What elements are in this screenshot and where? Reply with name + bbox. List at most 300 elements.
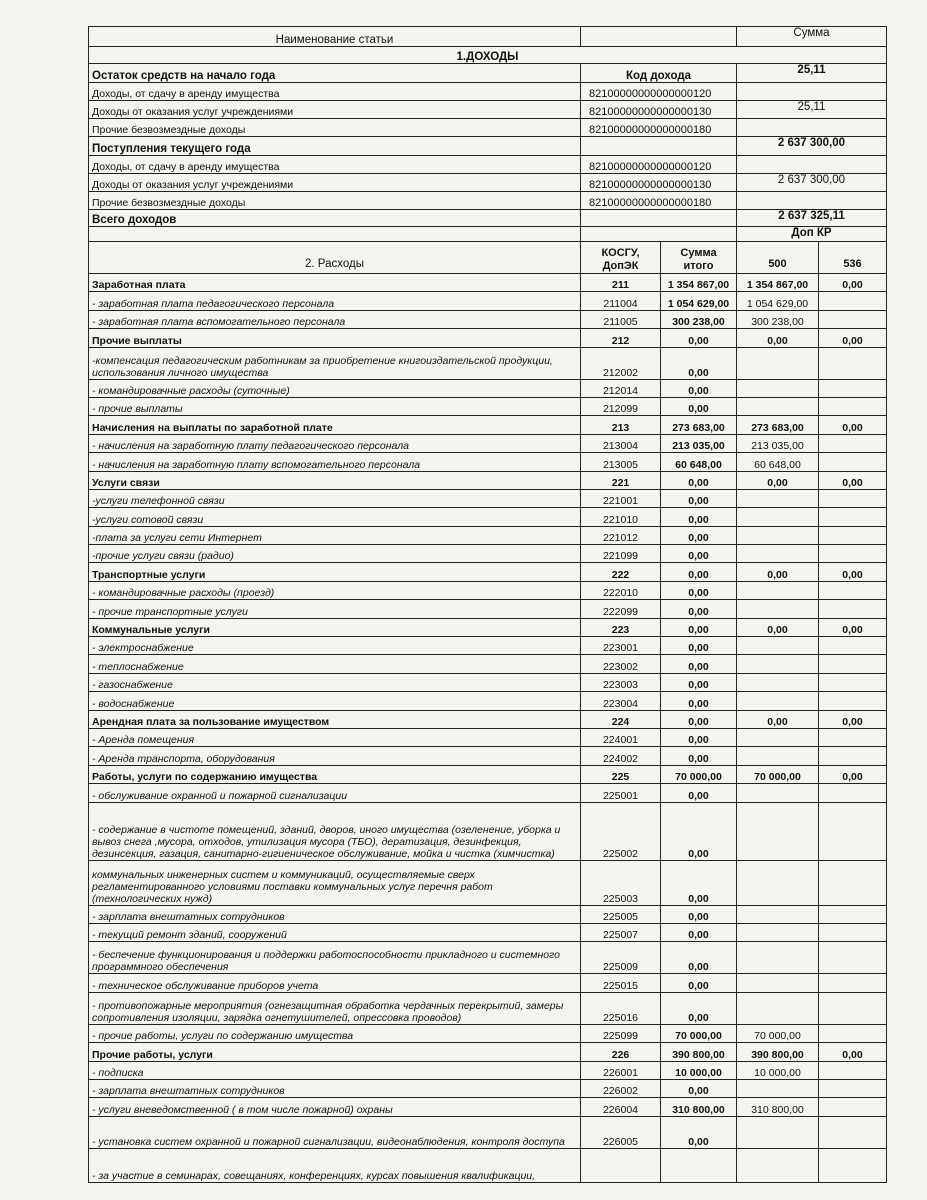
expense-sum: 0,00	[661, 747, 737, 765]
opening-income-name: Доходы, от сдачу в аренду имущества	[89, 83, 581, 101]
opening-income-name: Доходы от оказания услуг учреждениями	[89, 101, 581, 119]
expense-col-536	[819, 692, 887, 710]
expense-item-row	[89, 434, 887, 452]
expense-item-row	[89, 310, 887, 328]
expense-col-536	[819, 1024, 887, 1042]
expense-code: 225001	[581, 784, 661, 802]
expense-name: - командировачные расходы (суточные)	[89, 379, 581, 397]
expense-name: Арендная плата за пользование имуществом	[89, 710, 581, 728]
expenses-table	[88, 241, 887, 1183]
expense-code: 221010	[581, 508, 661, 526]
current-income-name: Прочие безвозмездные доходы	[89, 192, 581, 210]
expense-code: 221099	[581, 545, 661, 563]
opening-income-code: 82100000000000000120	[581, 83, 737, 101]
expense-col-500	[737, 489, 819, 507]
dop-kr-header: Доп КР	[737, 227, 887, 242]
expense-col-536	[819, 1098, 887, 1116]
sum-total-header: Сумма итого	[661, 242, 737, 274]
expense-col-536: 0,00	[819, 329, 887, 347]
expense-group-row	[89, 471, 887, 489]
expense-col-500	[737, 397, 819, 415]
expense-code: 221	[581, 471, 661, 489]
expense-col-536: 0,00	[819, 274, 887, 292]
expense-name: - содержание в чистоте помещений, зданий, дворов, иного имущества (озеленение, уборка и вывоз снега ,мусора, отходов, утилизация мусора (ТБО), дератизация, дезинфекция, дезинсекция, газация, санитарно-гигиеническое обслуживание, мойка и чистка (химчистка)	[89, 802, 581, 860]
expense-col-500	[737, 508, 819, 526]
current-income-sum	[737, 156, 887, 174]
expense-col-500: 70 000,00	[737, 1024, 819, 1042]
expense-item-row	[89, 379, 887, 397]
expense-group-row	[89, 765, 887, 783]
expense-group-row	[89, 563, 887, 581]
expense-name: - прочие работы, услуги по содержанию имущества	[89, 1024, 581, 1042]
expense-name: - техническое обслуживание приборов учета	[89, 974, 581, 992]
expense-col-500: 0,00	[737, 563, 819, 581]
expense-sum: 0,00	[661, 692, 737, 710]
expense-col-536	[819, 397, 887, 415]
expense-name: - электроснабжение	[89, 637, 581, 655]
expense-name: - противопожарные мероприятия (огнезащитная обработка чердачных перекрытий, замеры сопротивления изоляции, зарядка огнетушителей, опрессовка проводов)	[89, 992, 581, 1024]
expense-col-536	[819, 802, 887, 860]
opening-income-row	[89, 101, 887, 119]
expense-item-row	[89, 292, 887, 310]
expense-col-500	[737, 692, 819, 710]
expense-sum: 0,00	[661, 992, 737, 1024]
expense-sum: 0,00	[661, 397, 737, 415]
expense-sum: 0,00	[661, 471, 737, 489]
header-row	[89, 27, 887, 47]
current-year-label: Поступления текущего года	[89, 137, 581, 156]
expense-sum: 213 035,00	[661, 434, 737, 452]
expense-col-536: 0,00	[819, 416, 887, 434]
expense-item-row	[89, 692, 887, 710]
expense-item-row	[89, 974, 887, 992]
expense-col-536	[819, 728, 887, 746]
expense-col-536	[819, 655, 887, 673]
expense-code: 225016	[581, 992, 661, 1024]
expense-col-500: 390 800,00	[737, 1043, 819, 1061]
expense-col-536	[819, 545, 887, 563]
expense-code: 213	[581, 416, 661, 434]
expense-col-500	[737, 655, 819, 673]
expense-item-row	[89, 489, 887, 507]
expense-code: 225003	[581, 860, 661, 905]
expense-col-536	[819, 292, 887, 310]
expense-col-536	[819, 942, 887, 974]
expense-name: Прочие выплаты	[89, 329, 581, 347]
expense-code: 223004	[581, 692, 661, 710]
expense-col-500	[737, 637, 819, 655]
expense-col-500: 0,00	[737, 618, 819, 636]
expense-sum: 0,00	[661, 526, 737, 544]
expense-sum: 0,00	[661, 784, 737, 802]
expense-code: 226004	[581, 1098, 661, 1116]
expense-item-row	[89, 1116, 887, 1148]
expense-sum: 0,00	[661, 545, 737, 563]
opening-balance-total: 25,11	[737, 64, 887, 83]
total-income-value: 2 637 325,11	[737, 210, 887, 227]
expense-col-500: 273 683,00	[737, 416, 819, 434]
expense-sum: 0,00	[661, 1079, 737, 1097]
expense-sum: 10 000,00	[661, 1061, 737, 1079]
expense-col-536	[819, 992, 887, 1024]
expense-code: 223001	[581, 637, 661, 655]
expense-name: - текущий ремонт зданий, сооружений	[89, 923, 581, 941]
expense-sum: 1 354 867,00	[661, 274, 737, 292]
opening-balance-row	[89, 64, 887, 83]
expense-sum: 60 648,00	[661, 453, 737, 471]
expense-sum: 1 054 629,00	[661, 292, 737, 310]
expense-code: 223	[581, 618, 661, 636]
opening-income-code: 82100000000000000130	[581, 101, 737, 119]
expense-sum: 310 800,00	[661, 1098, 737, 1116]
opening-income-name: Прочие безвозмездные доходы	[89, 119, 581, 137]
expense-col-500	[737, 923, 819, 941]
expense-sum: 0,00	[661, 1116, 737, 1148]
expense-code: 224001	[581, 728, 661, 746]
expense-sum: 0,00	[661, 637, 737, 655]
expense-col-536: 0,00	[819, 563, 887, 581]
opening-rows	[89, 83, 887, 137]
current-income-name: Доходы, от сдачу в аренду имущества	[89, 156, 581, 174]
expense-code: 225099	[581, 1024, 661, 1042]
expense-item-row	[89, 942, 887, 974]
expense-col-536	[819, 453, 887, 471]
expense-col-536	[819, 905, 887, 923]
expense-item-row	[89, 1024, 887, 1042]
expense-col-536	[819, 860, 887, 905]
expense-name: - газоснабжение	[89, 673, 581, 691]
expense-sum: 0,00	[661, 618, 737, 636]
expense-name: - командировачные расходы (проезд)	[89, 581, 581, 599]
expense-code: 211005	[581, 310, 661, 328]
expense-name: -услуги телефонной связи	[89, 489, 581, 507]
dop-kr-row	[89, 227, 887, 242]
expense-col-500	[737, 992, 819, 1024]
current-income-row	[89, 174, 887, 192]
opening-balance-label: Остаток средств на начало года	[89, 64, 581, 83]
expense-item-row	[89, 905, 887, 923]
expense-col-500	[737, 860, 819, 905]
expense-col-536	[819, 1079, 887, 1097]
expense-item-row	[89, 600, 887, 618]
expense-name: -компенсация педагогическим работникам за приобретение книгоиздательской продукции, использования личного имущества	[89, 347, 581, 379]
expense-name: - обслуживание охранной и пожарной сигнализации	[89, 784, 581, 802]
expense-code: 212	[581, 329, 661, 347]
opening-income-sum	[737, 83, 887, 101]
expense-code: 213004	[581, 434, 661, 452]
expense-col-536: 0,00	[819, 1043, 887, 1061]
expense-sum: 0,00	[661, 347, 737, 379]
expense-code: 211004	[581, 292, 661, 310]
expense-code: 221001	[581, 489, 661, 507]
expense-sum: 0,00	[661, 860, 737, 905]
expense-group-row	[89, 274, 887, 292]
expense-name: - подписка	[89, 1061, 581, 1079]
expense-sum: 0,00	[661, 923, 737, 941]
expense-item-row	[89, 1061, 887, 1079]
expense-col-536	[819, 600, 887, 618]
expense-item-row	[89, 992, 887, 1024]
expense-col-500: 10 000,00	[737, 1061, 819, 1079]
col-500-header: 500	[737, 242, 819, 274]
expense-sum: 300 238,00	[661, 310, 737, 328]
expense-name: - прочие транспортные услуги	[89, 600, 581, 618]
kosgu-header: КОСГУ, ДопЭК	[581, 242, 661, 274]
expense-col-500	[737, 379, 819, 397]
expense-group-row	[89, 416, 887, 434]
expense-item-row	[89, 860, 887, 905]
expense-item-row	[89, 673, 887, 691]
expense-col-500: 310 800,00	[737, 1098, 819, 1116]
expense-name: -прочие услуги связи (радио)	[89, 545, 581, 563]
expense-code: 225002	[581, 802, 661, 860]
expense-item-row	[89, 347, 887, 379]
expense-code: 224	[581, 710, 661, 728]
expense-item-row	[89, 655, 887, 673]
expense-name: Начисления на выплаты по заработной плате	[89, 416, 581, 434]
expenses-section-title: 2. Расходы	[89, 242, 581, 274]
expense-sum: 0,00	[661, 581, 737, 599]
opening-income-code: 82100000000000000180	[581, 119, 737, 137]
expense-sum: 390 800,00	[661, 1043, 737, 1061]
expense-col-500: 60 648,00	[737, 453, 819, 471]
current-income-name: Доходы от оказания услуг учреждениями	[89, 174, 581, 192]
expense-sum: 0,00	[661, 379, 737, 397]
last-partial-row	[89, 1148, 887, 1182]
expense-group-row	[89, 329, 887, 347]
expense-name: - беспечение функционирования и поддержки работоспособности прикладного и системного программного обеспечения	[89, 942, 581, 974]
expense-code: 226001	[581, 1061, 661, 1079]
sum-column-header: Сумма	[737, 27, 887, 47]
expense-name: - начисления на заработную плату педагогического персонала	[89, 434, 581, 452]
expense-sum: 0,00	[661, 905, 737, 923]
expense-sum: 0,00	[661, 329, 737, 347]
expense-name: - зарплата внештатных сотрудников	[89, 905, 581, 923]
current-income-sum: 2 637 300,00	[737, 174, 887, 192]
expense-name: Работы, услуги по содержанию имущества	[89, 765, 581, 783]
expense-col-536	[819, 508, 887, 526]
expense-col-500	[737, 1116, 819, 1148]
current-income-sum	[737, 192, 887, 210]
expense-code: 226002	[581, 1079, 661, 1097]
expense-col-500: 1 054 629,00	[737, 292, 819, 310]
expense-name: Услуги связи	[89, 471, 581, 489]
expense-col-500: 70 000,00	[737, 765, 819, 783]
expense-code: 225005	[581, 905, 661, 923]
name-column-header: Наименование статьи	[89, 27, 581, 47]
expense-col-536	[819, 1061, 887, 1079]
expense-code: 223003	[581, 673, 661, 691]
expense-code: 212099	[581, 397, 661, 415]
expense-col-536	[819, 526, 887, 544]
expense-col-500	[737, 581, 819, 599]
expense-sum: 0,00	[661, 728, 737, 746]
expense-name: - заработная плата педагогического персонала	[89, 292, 581, 310]
expense-item-row	[89, 1098, 887, 1116]
expense-sum: 70 000,00	[661, 765, 737, 783]
section-1-title: 1.ДОХОДЫ	[89, 47, 887, 64]
expense-item-row	[89, 802, 887, 860]
expense-code: 225015	[581, 974, 661, 992]
expense-sum: 0,00	[661, 974, 737, 992]
expense-code: 222	[581, 563, 661, 581]
expense-sum: 0,00	[661, 710, 737, 728]
budget-sheet	[88, 26, 886, 1183]
expense-col-536	[819, 434, 887, 452]
current-income-row	[89, 156, 887, 174]
expense-sum: 0,00	[661, 508, 737, 526]
expense-sum: 0,00	[661, 942, 737, 974]
expense-col-536	[819, 581, 887, 599]
expense-code: 222010	[581, 581, 661, 599]
expense-sum: 0,00	[661, 489, 737, 507]
expense-name: - начисления на заработную плату вспомогательного персонала	[89, 453, 581, 471]
expense-item-row	[89, 784, 887, 802]
expense-col-500	[737, 347, 819, 379]
expense-col-536	[819, 1116, 887, 1148]
current-income-code: 82100000000000000130	[581, 174, 737, 192]
expense-group-row	[89, 618, 887, 636]
expense-code: 225007	[581, 923, 661, 941]
expense-code: 225	[581, 765, 661, 783]
expense-col-500	[737, 545, 819, 563]
expense-col-500	[737, 942, 819, 974]
expense-name: Заработная плата	[89, 274, 581, 292]
expense-sum: 70 000,00	[661, 1024, 737, 1042]
opening-income-row	[89, 83, 887, 101]
expense-name: Транспортные услуги	[89, 563, 581, 581]
blank-header	[581, 27, 737, 47]
expense-col-500: 1 354 867,00	[737, 274, 819, 292]
expense-item-row	[89, 397, 887, 415]
expense-col-536	[819, 489, 887, 507]
expense-name: коммунальных инженерных систем и коммуникаций, осуществляемые сверх регламентированного условиями поставки коммунальных услуг перечня работ (технологических нужд)	[89, 860, 581, 905]
opening-income-row	[89, 119, 887, 137]
current-year-total: 2 637 300,00	[737, 137, 887, 156]
expense-sum: 273 683,00	[661, 416, 737, 434]
expense-col-536	[819, 347, 887, 379]
total-income-label: Всего доходов	[89, 210, 581, 227]
total-income-row	[89, 210, 887, 227]
expense-col-536	[819, 310, 887, 328]
expense-sum: 0,00	[661, 673, 737, 691]
expense-item-row	[89, 581, 887, 599]
expense-name: -услуги сотовой связи	[89, 508, 581, 526]
expense-sum: 0,00	[661, 655, 737, 673]
expense-code: 212014	[581, 379, 661, 397]
income-table	[88, 26, 887, 242]
expense-col-500: 0,00	[737, 710, 819, 728]
expense-col-536	[819, 974, 887, 992]
expense-col-500	[737, 784, 819, 802]
expense-item-row	[89, 728, 887, 746]
current-year-row	[89, 137, 887, 156]
expense-code: 211	[581, 274, 661, 292]
expense-col-536: 0,00	[819, 618, 887, 636]
expense-item-row	[89, 526, 887, 544]
expense-col-500	[737, 974, 819, 992]
expense-item-row	[89, 923, 887, 941]
expense-col-500: 0,00	[737, 471, 819, 489]
income-code-header: Код дохода	[581, 64, 737, 83]
opening-income-sum	[737, 119, 887, 137]
expense-name: - теплоснабжение	[89, 655, 581, 673]
expense-name: - Аренда транспорта, оборудования	[89, 747, 581, 765]
expense-item-row	[89, 1079, 887, 1097]
expense-rows	[89, 274, 887, 1149]
current-rows	[89, 156, 887, 210]
expense-col-536: 0,00	[819, 471, 887, 489]
expense-col-536	[819, 379, 887, 397]
expense-name: - прочие выплаты	[89, 397, 581, 415]
expense-code: 222099	[581, 600, 661, 618]
col-536-header: 536	[819, 242, 887, 274]
expense-col-500	[737, 905, 819, 923]
expense-col-500	[737, 526, 819, 544]
expense-code: 226005	[581, 1116, 661, 1148]
expense-col-536: 0,00	[819, 710, 887, 728]
expense-name: - Аренда помещения	[89, 728, 581, 746]
expense-code: 225009	[581, 942, 661, 974]
expense-col-500	[737, 728, 819, 746]
expense-code: 226	[581, 1043, 661, 1061]
current-income-code: 82100000000000000180	[581, 192, 737, 210]
current-income-code: 82100000000000000120	[581, 156, 737, 174]
expense-col-536: 0,00	[819, 765, 887, 783]
expense-name: - услуги вневедомственной ( в том числе пожарной) охраны	[89, 1098, 581, 1116]
expense-col-500	[737, 1079, 819, 1097]
expense-col-536	[819, 673, 887, 691]
expense-group-row	[89, 1043, 887, 1061]
expense-code: 224002	[581, 747, 661, 765]
expense-col-500	[737, 747, 819, 765]
opening-income-sum: 25,11	[737, 101, 887, 119]
section-1-row	[89, 47, 887, 64]
expense-col-500	[737, 600, 819, 618]
expense-sum: 0,00	[661, 802, 737, 860]
expense-name: Прочие работы, услуги	[89, 1043, 581, 1061]
expense-item-row	[89, 453, 887, 471]
expense-item-row	[89, 747, 887, 765]
expense-name: - зарплата внештатных сотрудников	[89, 1079, 581, 1097]
expense-sum: 0,00	[661, 600, 737, 618]
expense-col-500	[737, 673, 819, 691]
expenses-header-row	[89, 242, 887, 274]
expense-group-row	[89, 710, 887, 728]
current-income-row	[89, 192, 887, 210]
expense-name: Коммунальные услуги	[89, 618, 581, 636]
expense-col-500: 300 238,00	[737, 310, 819, 328]
expense-col-536	[819, 637, 887, 655]
last-partial-row-label: - за участие в семинарах, совещаниях, конференциях, курсах повышения квалификации,	[89, 1148, 581, 1182]
expense-col-536	[819, 923, 887, 941]
expense-code: 221012	[581, 526, 661, 544]
expense-col-500: 0,00	[737, 329, 819, 347]
expense-item-row	[89, 545, 887, 563]
expense-name: -плата за услуги сети Интернет	[89, 526, 581, 544]
expense-col-536	[819, 747, 887, 765]
expense-name: - водоснабжение	[89, 692, 581, 710]
expense-col-500: 213 035,00	[737, 434, 819, 452]
expense-code: 213005	[581, 453, 661, 471]
expense-item-row	[89, 508, 887, 526]
expense-name: - установка систем охранной и пожарной сигнализации, видеонаблюдения, контроля доступа	[89, 1116, 581, 1148]
expense-item-row	[89, 637, 887, 655]
expense-name: - заработная плата вспомогательного персонала	[89, 310, 581, 328]
expense-code: 223002	[581, 655, 661, 673]
expense-sum: 0,00	[661, 563, 737, 581]
expense-code: 212002	[581, 347, 661, 379]
